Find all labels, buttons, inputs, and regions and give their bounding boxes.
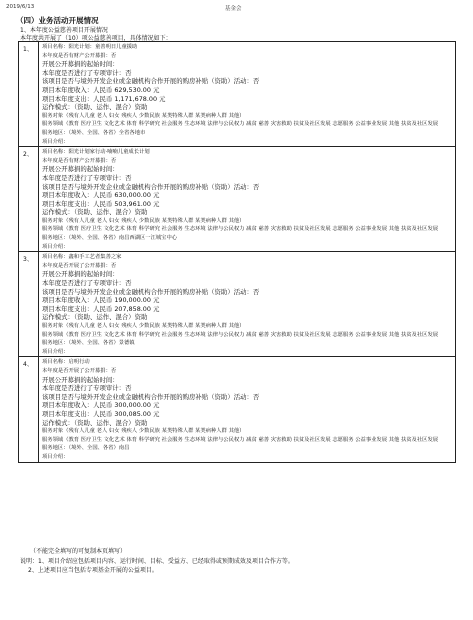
project-detail-line: 项目本年度收入：人民币 629,530.00 元: [42, 85, 160, 94]
project-number: 1、: [19, 42, 39, 146]
project-detail-line: 项目本年度支出：人民币 300,085.00 元: [42, 409, 160, 418]
project-row: [19, 357, 455, 461]
project-details: [39, 252, 455, 356]
intro-line-2: 本年度共开展了（10）项公益慈善项目，具体情况如下：: [20, 35, 172, 42]
project-row: [19, 147, 455, 252]
project-detail-line: 本年度是否开展了公开募捐：否: [42, 262, 117, 269]
project-details: [39, 357, 455, 461]
project-detail-line: 服务地区：（境外、全国、各省）南昌: [42, 445, 130, 452]
project-detail-line: 项目名称：鑫和手工艺者集善之家: [42, 254, 122, 261]
project-detail-line: 服务领域（教育 医疗卫生 文化艺术 体育 科学研究 社会服务 生态环境 法律与公民权力 减贫 慈善 灾害救助 扶贫及社区发展 志愿服务 公益事业发展 其他 扶贫及社区发展: [42, 121, 439, 128]
project-detail-line: 运作模式：（资助、运作、混合）资助: [42, 418, 148, 427]
project-detail-line: 开展公开募捐的起始时间：: [42, 375, 119, 384]
footer-note: （不能完全填写的可复制本页填写）: [30, 548, 127, 555]
project-detail-line: 本年度是否进行了专项审计：否: [42, 68, 132, 77]
section-title: （四）业务活动开展情况: [16, 16, 99, 25]
project-detail-line: 项目本年度支出：人民币 503,961.00 元: [42, 199, 160, 208]
project-detail-line: 项目介绍：: [42, 453, 69, 460]
project-detail-line: 项目本年度支出：人民币 207,858.00 元: [42, 304, 160, 313]
project-detail-line: 该项目是否与境外开发企业或金融机构合作开展的购房补贴（资助）活动：否: [42, 182, 260, 191]
project-detail-line: 本年度是否开展了公开募捐：否: [42, 367, 117, 374]
project-detail-line: 服务对象（残有人儿童 老人 妇女 残疾人 少数民族 某类特殊人群 某类病种人群 其他）: [42, 112, 245, 119]
project-row: [19, 42, 455, 147]
project-detail-line: 服务领域（教育 医疗卫生 文化艺术 体育 科学研究 社会服务 生态环境 法律与公民权力 减贫 慈善 灾害救助 扶贫及社区发展 志愿服务 公益事业发展 其他 扶贫及社区发展: [42, 331, 439, 338]
project-detail-line: 本年度是否进行了专项审计：否: [42, 173, 132, 182]
project-detail-line: 项目介绍：: [42, 243, 69, 250]
page-header-title: 基金会: [225, 6, 242, 12]
project-detail-line: 本年度是否有财产公开募捐：否: [42, 157, 117, 164]
project-detail-line: 该项目是否与境外开发企业或金融机构合作开展的购房补贴（资助）活动：否: [42, 77, 260, 86]
project-detail-line: 运作模式：（资助、运作、混合）资助: [42, 313, 148, 322]
project-number: 4、: [19, 357, 39, 461]
project-number: 3、: [19, 252, 39, 356]
project-detail-line: 运作模式：（资助、运作、混合）资助: [42, 208, 148, 217]
project-number: 2、: [19, 147, 39, 251]
project-detail-line: 本年度是否进行了专项审计：否: [42, 279, 132, 288]
project-detail-line: 服务对象（残有人儿童 老人 妇女 残疾人 少数民族 某类特殊人群 某类病种人群 其他）: [42, 323, 245, 329]
project-detail-line: 项目名称：阳光计划家行动·喃喃儿童成长计划: [42, 149, 150, 156]
project-detail-line: 服务地区：（境外、全国、各省）南昌西湖区一江城宝中心: [42, 235, 178, 242]
project-detail-line: 开展公开募捐的起始时间：: [42, 270, 119, 279]
project-detail-line: 服务领域（教育 医疗卫生 文化艺术 体育 科学研究 社会服务 生态环境 法律与公民权力 减贫 慈善 灾害救助 扶贫及社区发展 志愿服务 公益事业发展 其他 扶贫及社区发展: [42, 226, 439, 233]
project-details: [39, 147, 455, 251]
footer-explanation-1: 说明：1、项目介绍应包括项目内容、运行时间、目标、受益方、已经取得或预期成效及项目合作方等。: [20, 558, 294, 565]
project-detail-line: 本年度是否进行了专项审计：否: [42, 384, 132, 393]
project-detail-line: 服务对象（残有人儿童 老人 妇女 残疾人 少数民族 某类特殊人群 某类病种人群 其他）: [42, 428, 245, 435]
project-detail-line: 项目本年度收入：人民币 630,000.00 元: [42, 191, 160, 200]
project-detail-line: 项目本年度支出：人民币 1,171,678.00 元: [42, 94, 166, 103]
project-detail-line: 项目介绍：: [42, 348, 69, 355]
project-detail-line: 服务对象（残有人儿童 老人 妇女 残疾人 少数民族 某类特殊人群 某类病种人群 其他）: [42, 217, 245, 224]
project-detail-line: 项目本年度收入：人民币 300,000.00 元: [42, 401, 160, 410]
footer-explanation-2: 2、上述项目应当包括专项基金开展的公益项目。: [28, 567, 158, 574]
project-detail-line: 项目名称：阳光计划：童善明日儿童援助: [42, 44, 138, 50]
project-detail-line: 项目本年度收入：人民币 190,000.00 元: [42, 296, 160, 305]
intro-line-1: 1、本年度公益慈善项目开展情况: [20, 27, 108, 34]
project-detail-line: 项目名称：启明行动: [42, 359, 90, 366]
project-detail-line: 运作模式：（资助、运作、混合）资助: [42, 103, 148, 112]
projects-table: [18, 41, 456, 463]
project-detail-line: 服务地区：（境外、全国、各省）全省各地市: [42, 129, 146, 136]
project-details: [39, 42, 455, 146]
project-detail-line: 该项目是否与境外开发企业或金融机构合作开展的购房补贴（资助）活动：否: [42, 392, 260, 401]
page-date: 2019/6/13: [6, 4, 35, 10]
project-detail-line: 服务领域（教育 医疗卫生 文化艺术 体育 科学研究 社会服务 生态环境 法律与公民权力 减贫 慈善 灾害救助 扶贫及社区发展 志愿服务 公益事业发展 其他 扶贫及社区发展: [42, 436, 439, 443]
project-detail-line: 开展公开募捐的起始时间：: [42, 60, 119, 69]
project-detail-line: 项目介绍：: [42, 138, 69, 145]
project-detail-line: 开展公开募捐的起始时间：: [42, 165, 119, 174]
project-detail-line: 本年度是否有财产公开募捐：否: [42, 52, 117, 59]
project-row: [19, 252, 455, 357]
project-detail-line: 该项目是否与境外开发企业或金融机构合作开展的购房补贴（资助）活动：否: [42, 287, 260, 296]
project-detail-line: 服务地区：（境外、全国、各省）景德镇: [42, 340, 135, 347]
